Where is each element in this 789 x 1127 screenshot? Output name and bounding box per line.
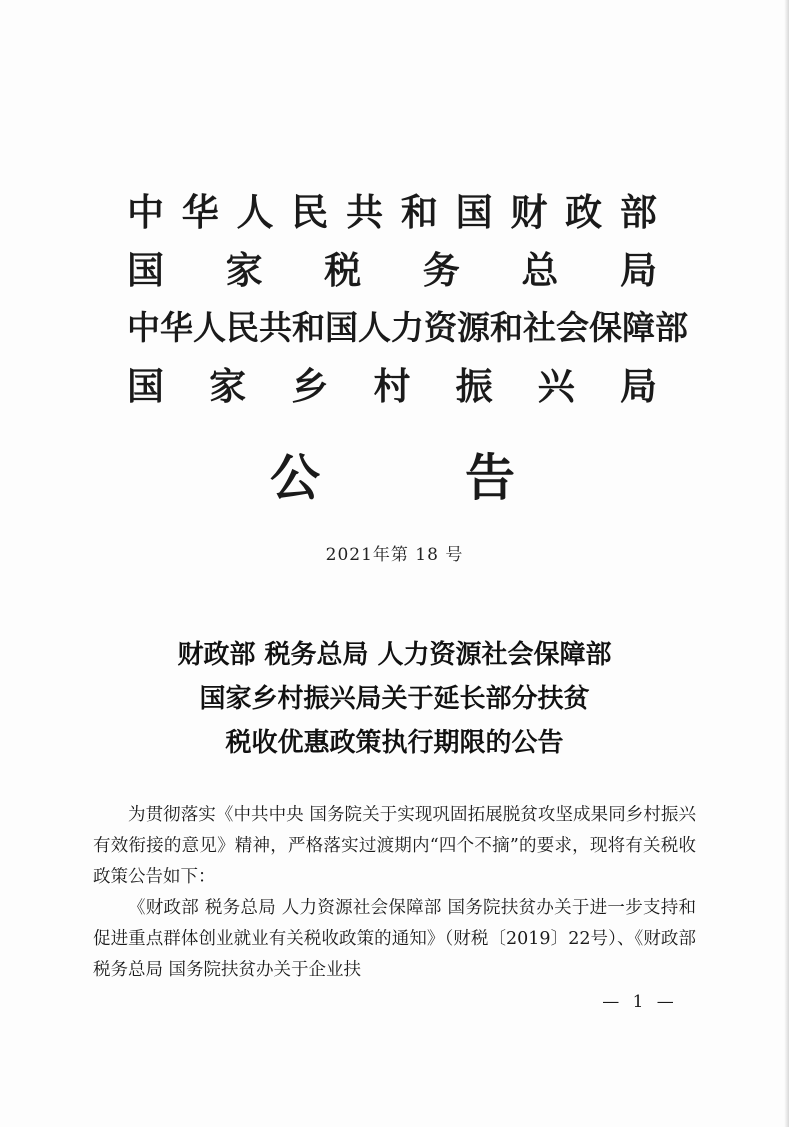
issuer-char: 家 — [225, 248, 263, 292]
issuer-char: 税 — [324, 248, 362, 292]
issuer-ministry-of-finance — [127, 180, 657, 238]
notice-heading-char: 告 — [465, 448, 515, 507]
issuer-char: 源 — [457, 307, 490, 347]
issuer-char: 共 — [346, 190, 384, 234]
issuer-ministry-of-human-resources — [127, 296, 688, 354]
issuer-char: 部 — [655, 307, 688, 347]
issuer-char: 局 — [619, 248, 657, 292]
document-title — [0, 633, 789, 765]
title-line: 财政部 税务总局 人力资源社会保障部 — [177, 640, 612, 670]
title-line: 税收优惠政策执行期限的公告 — [225, 728, 564, 758]
document-number: 2021年第 18 号 — [325, 545, 464, 565]
issuer-char: 总 — [521, 248, 559, 292]
issuer-char: 振 — [455, 364, 493, 408]
issuing-authorities — [127, 180, 688, 412]
issuer-char: 家 — [209, 364, 247, 408]
issuer-char: 人 — [236, 190, 274, 234]
issuer-char: 社 — [523, 307, 556, 347]
notice-heading-char: 公 — [270, 448, 320, 507]
issuer-char: 兴 — [537, 364, 575, 408]
issuer-char: 力 — [391, 307, 424, 347]
issuer-char: 国 — [127, 364, 164, 408]
issuer-char: 华 — [181, 190, 219, 234]
paragraph: 《财政部 税务总局 人力资源社会保障部 国务院扶贫办关于进一步支持和促进重点群体创业就业有关税收政策的通知》（财税〔2019〕22号）、《财政部 税务总局 国务院扶贫办关于企业扶 — [93, 898, 696, 980]
issuer-char: 部 — [619, 190, 657, 234]
issuer-char: 中 — [127, 307, 160, 347]
issuer-char: 中 — [127, 190, 164, 234]
issuer-char: 和 — [490, 307, 523, 347]
issuer-char: 政 — [565, 190, 603, 234]
issuer-char: 资 — [424, 307, 457, 347]
issuer-national-rural-revitalization-administration — [127, 354, 657, 412]
issuer-char: 华 — [160, 307, 193, 347]
issuer-char: 障 — [622, 307, 655, 347]
issuer-state-taxation-administration — [127, 238, 657, 296]
issuer-char: 局 — [619, 364, 657, 408]
issuer-char: 人 — [358, 307, 391, 347]
body-text — [93, 800, 696, 986]
issuer-char: 国 — [325, 307, 358, 347]
title-line: 国家乡村振兴局关于延长部分扶贫 — [199, 684, 590, 714]
issuer-char: 国 — [455, 190, 493, 234]
paragraph: 为贯彻落实《中共中央 国务院关于实现巩固拓展脱贫攻坚成果同乡村振兴有效衔接的意见》精神，严格落实过渡期内“四个不摘”的要求，现将有关税收政策公告如下： — [93, 805, 696, 887]
issuer-char: 村 — [373, 364, 411, 408]
issuer-char: 和 — [400, 190, 438, 234]
issuer-char: 人 — [193, 307, 226, 347]
issuer-char: 保 — [589, 307, 622, 347]
issuer-char: 国 — [127, 248, 164, 292]
page-number: — 1 — — [602, 992, 678, 1012]
issuer-char: 会 — [556, 307, 589, 347]
issuer-char: 和 — [292, 307, 325, 347]
issuer-char: 民 — [291, 190, 329, 234]
issuer-char: 务 — [422, 248, 460, 292]
notice-heading — [270, 438, 515, 510]
issuer-char: 民 — [226, 307, 259, 347]
issuer-char: 共 — [259, 307, 292, 347]
issuer-char: 财 — [510, 190, 548, 234]
scan-edge-shadow — [784, 0, 789, 1127]
issuer-char: 乡 — [291, 364, 329, 408]
